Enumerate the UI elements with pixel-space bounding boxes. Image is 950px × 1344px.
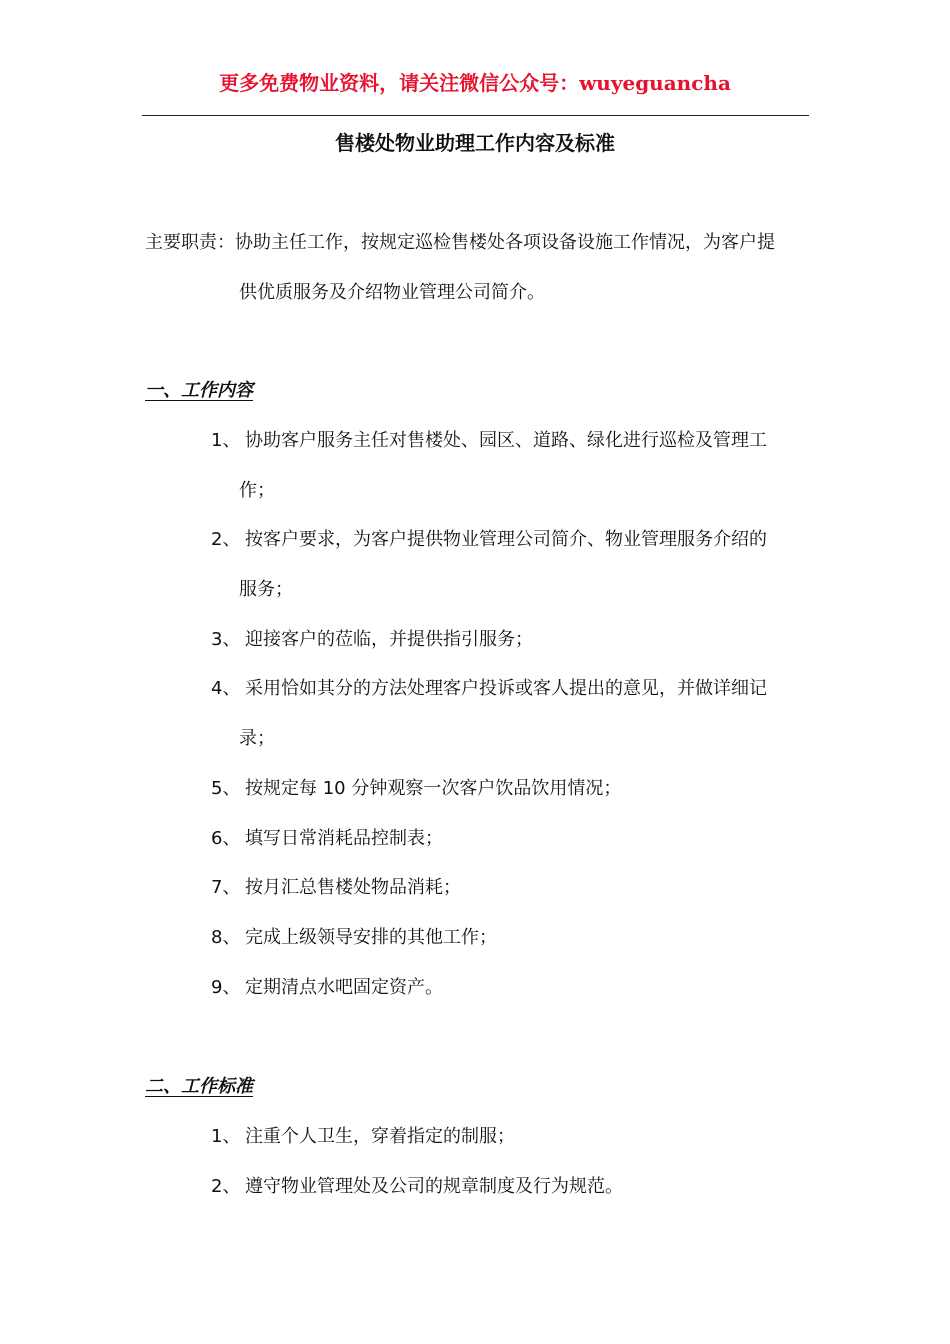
list-item-number: 9、 [211, 977, 241, 998]
list-item-number: 1、 [211, 1126, 241, 1147]
section-heading-work-standard: 二、工作标准 [145, 1076, 253, 1097]
list-item-text: 迎接客户的莅临，并提供指引服务； [245, 629, 533, 650]
list-item-number: 4、 [211, 678, 241, 699]
list-item [211, 874, 461, 902]
list-item [211, 974, 443, 1002]
list-item [211, 924, 497, 952]
list-item-text: 定期清点水吧固定资产。 [245, 977, 443, 998]
list-item [211, 675, 767, 703]
document-title: 售楼处物业助理工作内容及标准 [335, 131, 615, 155]
list-item-text: 注重个人卫生，穿着指定的制服； [245, 1126, 515, 1147]
list-item [211, 526, 767, 554]
list-item-text: 按规定每 10 分钟观察一次客户饮品饮用情况； [245, 778, 622, 799]
list-item-number: 8、 [211, 927, 241, 948]
list-item-number: 3、 [211, 629, 241, 650]
list-item-continuation: 录； [239, 728, 275, 749]
header-divider [142, 115, 809, 116]
list-item-number: 5、 [211, 778, 241, 799]
list-item-text: 按客户要求，为客户提供物业管理公司简介、物业管理服务介绍的 [245, 529, 767, 550]
list-item-text: 采用恰如其分的方法处理客户投诉或客人提出的意见，并做详细记 [245, 678, 767, 699]
list-item [211, 626, 533, 654]
list-item [211, 775, 621, 803]
duty-text-line-2: 供优质服务及介绍物业管理公司简介。 [239, 282, 545, 303]
header-note: 更多免费物业资料，请关注微信公众号：wuyeguancha [219, 71, 731, 95]
list-item [211, 1123, 515, 1151]
list-item-number: 2、 [211, 529, 241, 550]
section-heading-work-content: 一、工作内容 [145, 380, 253, 401]
list-item-text: 填写日常消耗品控制表； [245, 828, 443, 849]
list-item [211, 1173, 623, 1201]
list-item-number: 1、 [211, 430, 241, 451]
list-item-text: 按月汇总售楼处物品消耗； [245, 877, 461, 898]
list-item-number: 2、 [211, 1176, 241, 1197]
list-item-text: 遵守物业管理处及公司的规章制度及行为规范。 [245, 1176, 623, 1197]
list-item-continuation: 作； [239, 480, 275, 501]
list-item-text: 协助客户服务主任对售楼处、园区、道路、绿化进行巡检及管理工 [245, 430, 767, 451]
list-item [211, 427, 767, 455]
list-item [211, 825, 443, 853]
duty-text-line-1: 主要职责：协助主任工作，按规定巡检售楼处各项设备设施工作情况，为客户提 [145, 232, 775, 253]
list-item-number: 6、 [211, 828, 241, 849]
list-item-continuation: 服务； [239, 579, 293, 600]
list-item-number: 7、 [211, 877, 241, 898]
list-item-text: 完成上级领导安排的其他工作； [245, 927, 497, 948]
